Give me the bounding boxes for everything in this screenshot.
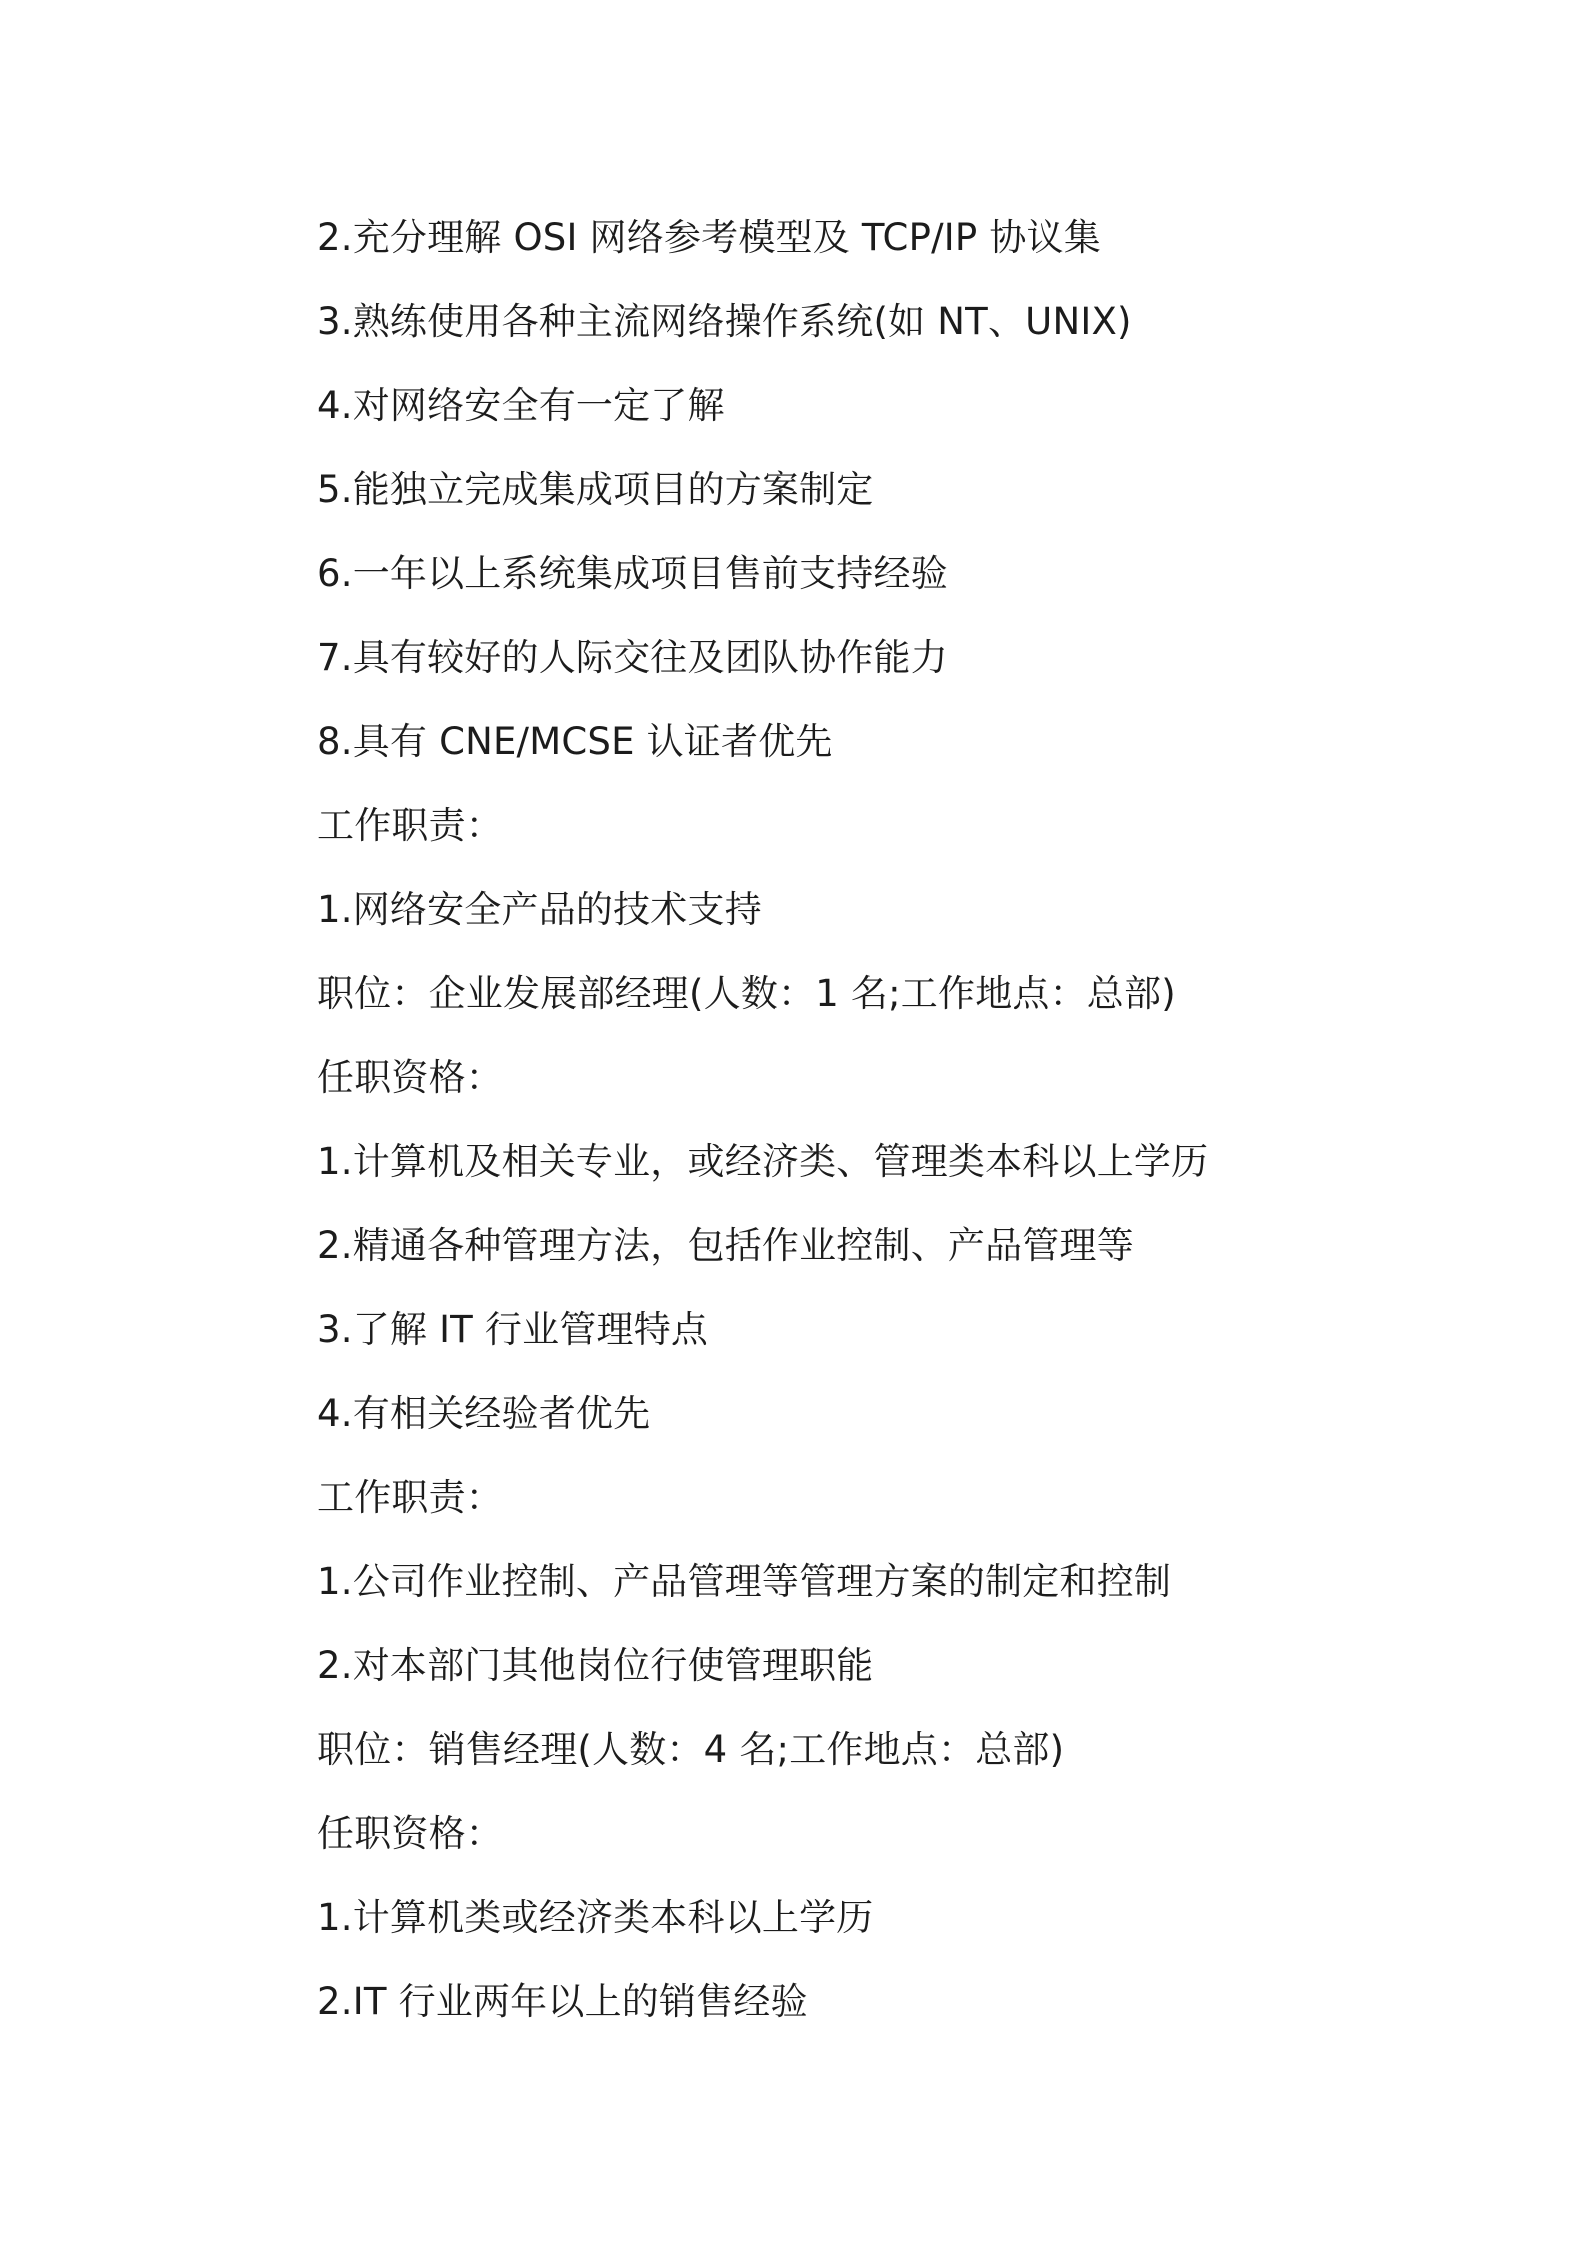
requirement-item: 1.计算机类或经济类本科以上学历 xyxy=(317,1896,874,1939)
requirement-item: 2.充分理解 OSI 网络参考模型及 TCP/IP 协议集 xyxy=(317,216,1101,259)
requirement-item: 3.熟练使用各种主流网络操作系统(如 NT、UNIX) xyxy=(317,300,1132,343)
requirement-item: 5.能独立完成集成项目的方案制定 xyxy=(317,468,874,511)
requirement-item: 7.具有较好的人际交往及团队协作能力 xyxy=(317,636,948,679)
section-heading: 任职资格： xyxy=(317,1056,503,1099)
requirement-item: 4.有相关经验者优先 xyxy=(317,1392,651,1435)
requirement-item: 1.计算机及相关专业，或经济类、管理类本科以上学历 xyxy=(317,1140,1209,1183)
requirement-item: 3.了解 IT 行业管理特点 xyxy=(317,1308,709,1351)
duty-item: 1.公司作业控制、产品管理等管理方案的制定和控制 xyxy=(317,1560,1172,1603)
section-heading: 工作职责： xyxy=(317,804,503,847)
requirement-item: 2.精通各种管理方法，包括作业控制、产品管理等 xyxy=(317,1224,1134,1267)
position-heading: 职位：企业发展部经理(人数：1 名;工作地点：总部) xyxy=(317,972,1176,1015)
duty-item: 2.对本部门其他岗位行使管理职能 xyxy=(317,1644,874,1687)
section-heading: 任职资格： xyxy=(317,1812,503,1855)
section-heading: 工作职责： xyxy=(317,1476,503,1519)
requirement-item: 6.一年以上系统集成项目售前支持经验 xyxy=(317,552,948,595)
document-body xyxy=(317,196,1467,2044)
requirement-item: 4.对网络安全有一定了解 xyxy=(317,384,725,427)
requirement-item: 8.具有 CNE/MCSE 认证者优先 xyxy=(317,720,833,763)
position-heading: 职位：销售经理(人数：4 名;工作地点：总部) xyxy=(317,1728,1065,1771)
requirement-item: 2.IT 行业两年以上的销售经验 xyxy=(317,1980,808,2023)
duty-item: 1.网络安全产品的技术支持 xyxy=(317,888,762,931)
